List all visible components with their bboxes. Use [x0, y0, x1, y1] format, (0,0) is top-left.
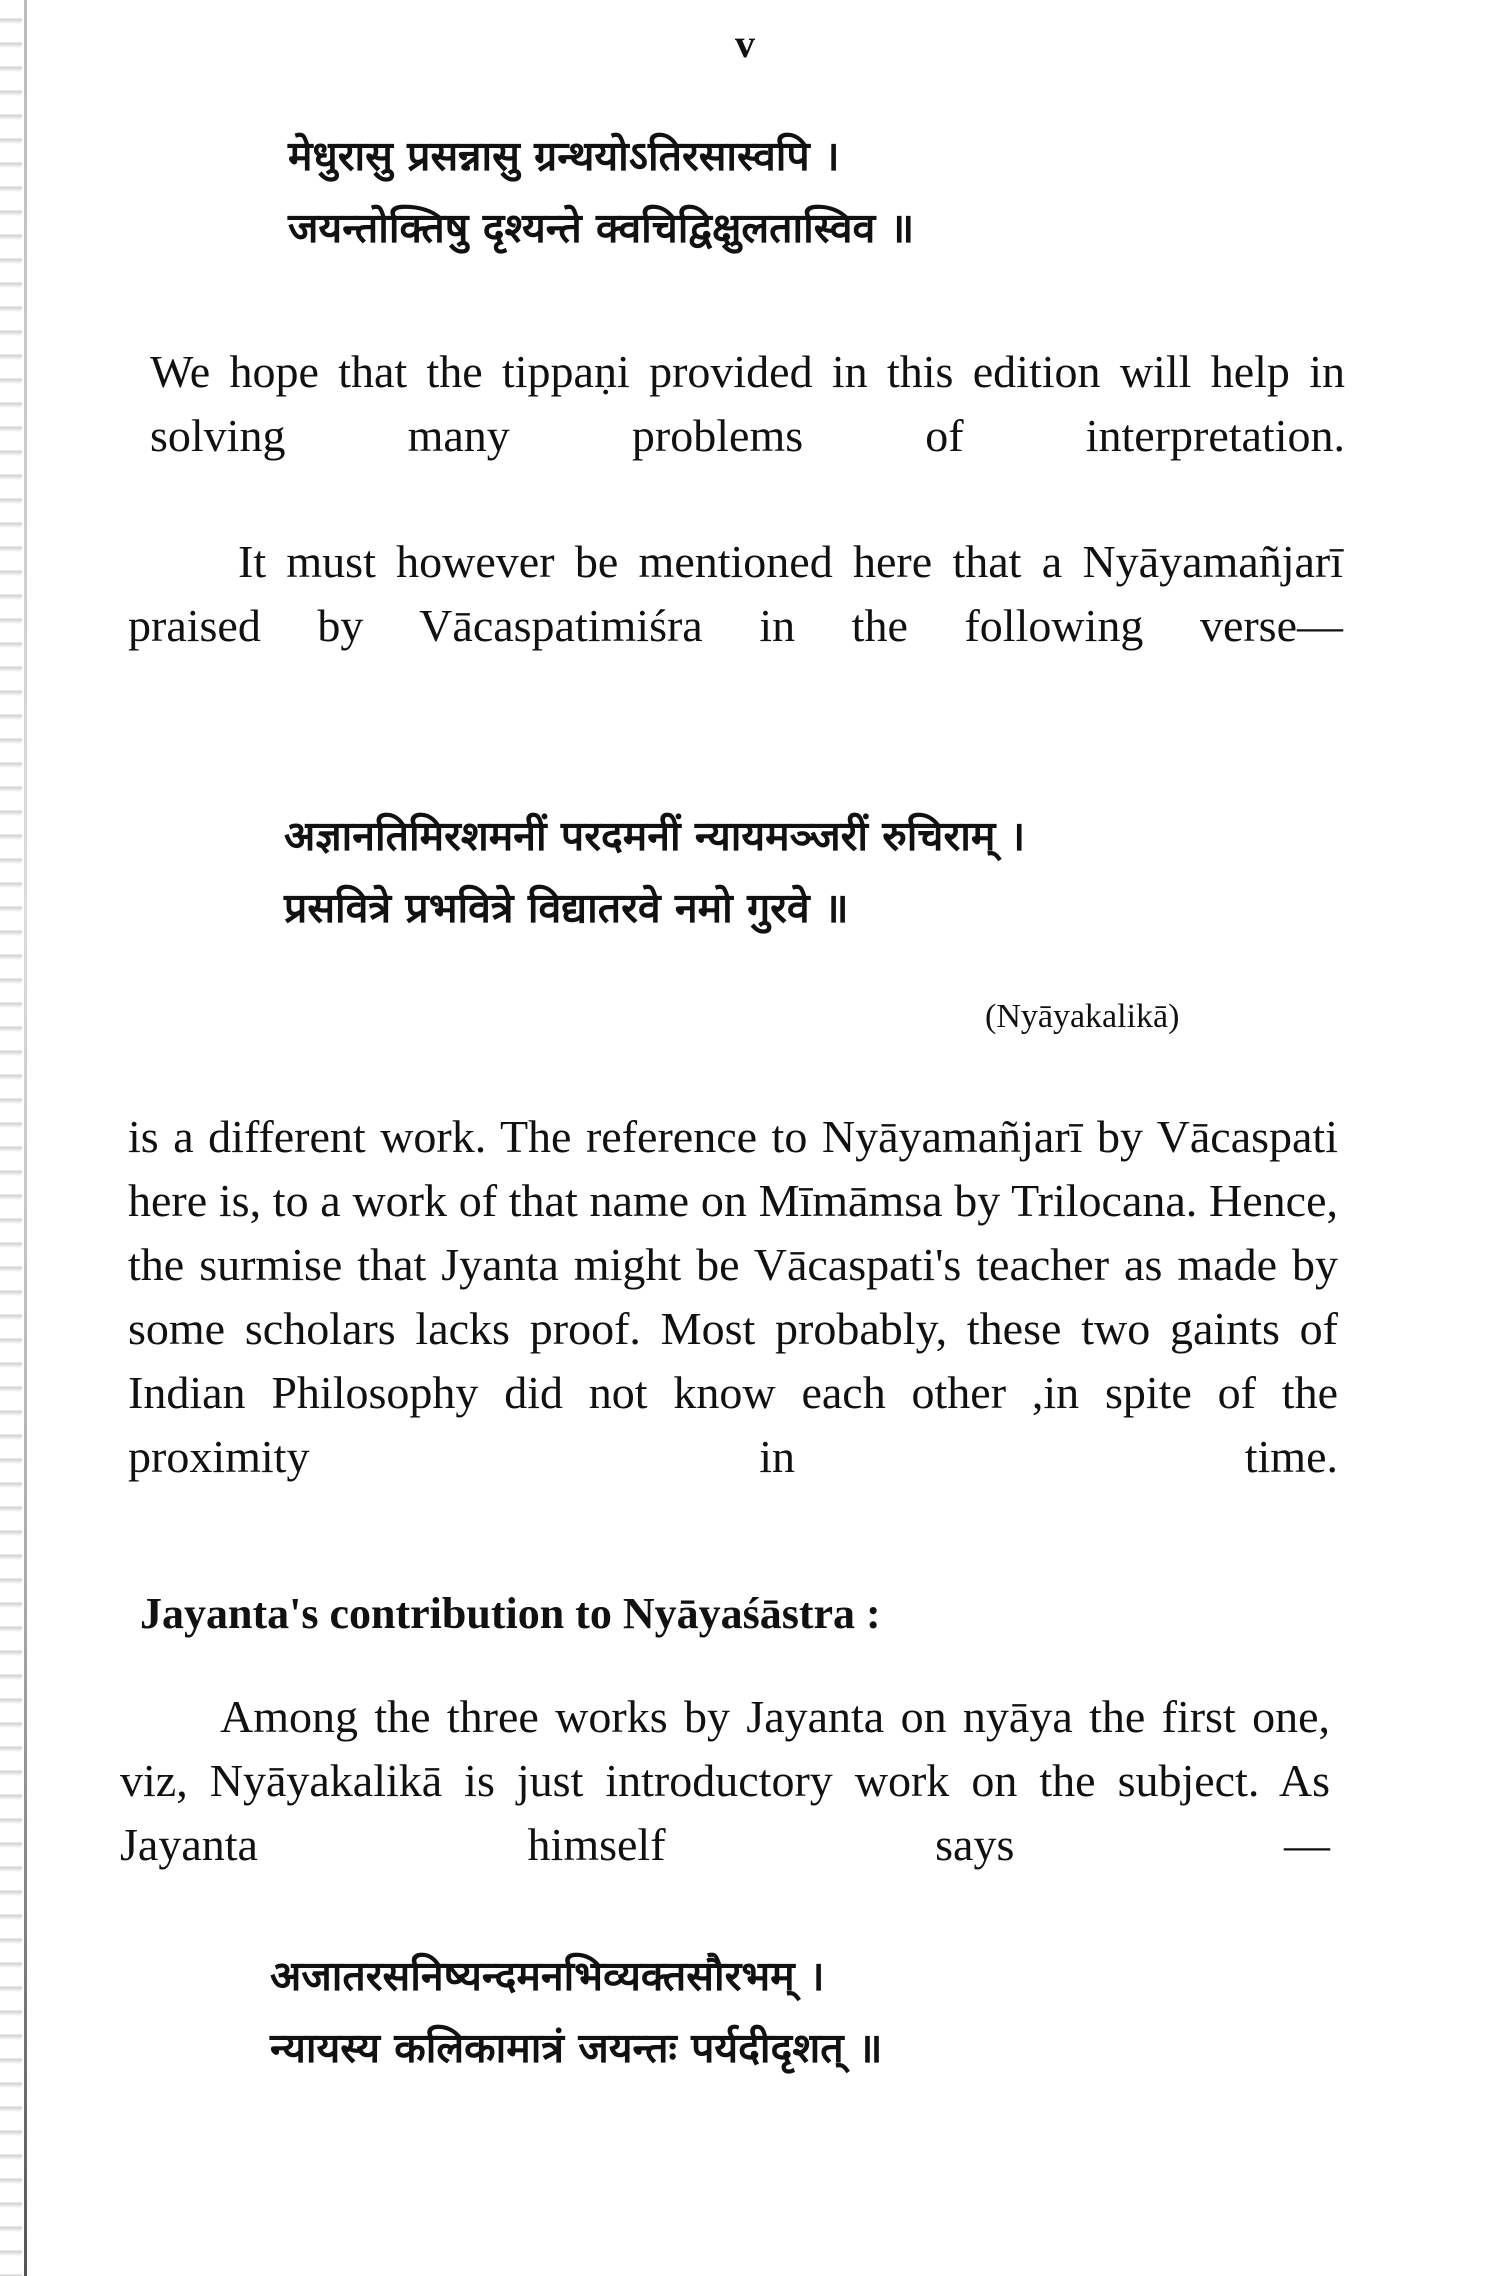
- verse-3-line-2: न्यायस्य कलिकामात्रं जयन्तः पर्यदीदृशत् ॥: [270, 2024, 883, 2072]
- paragraph-nyayamanjari-praise: It must however be mentioned here that a Nyāyamañjarī praised by Vācaspatimiśra in the following verse—: [128, 536, 1343, 651]
- sanskrit-verse-3: [270, 1940, 882, 2084]
- page-gutter-shadow: [24, 0, 27, 2276]
- section-heading: Jayanta's contribution to Nyāyaśāstra :: [140, 1589, 881, 1638]
- sanskrit-verse-1: [288, 120, 914, 264]
- paragraph-nyayakalika: Among the three works by Jayanta on nyāya the first one, viz, Nyāyakalikā is just introductory work on the subject. As Jayanta himself says —: [120, 1691, 1330, 1870]
- verse-1-line-2: जयन्तोक्तिषु दृश्यन्ते क्वचिद्विक्षुलतास्विव ॥: [288, 204, 915, 252]
- verse-2-source: (Nyāyakalikā): [985, 998, 1180, 1035]
- sanskrit-verse-2: [284, 800, 1025, 944]
- verse-2-line-2: प्रसवित्रे प्रभवित्रे विद्यातरवे नमो गुरवे ॥: [284, 884, 849, 932]
- book-binding-edge: [0, 0, 22, 2276]
- verse-1-line-1: मेधुरासु प्रसन्नासु ग्रन्थयोऽतिरसास्वपि ।: [288, 132, 840, 180]
- verse-2-line-1: अज्ञानतिमिरशमनीं परदमनीं न्यायमञ्जरीं रुचिराम् ।: [284, 812, 1026, 860]
- verse-3-line-1: अजातरसनिष्यन्दमनभिव्यक्तसौरभम् ।: [270, 1952, 825, 2000]
- page-number: v: [735, 21, 755, 66]
- paragraph-tippani: We hope that the tippaṇi provided in this edition will help in solving many problems of interpretation.: [150, 346, 1345, 461]
- paragraph-different-work: is a different work. The reference to Nyāyamañjarī by Vācaspati here is, to a work of that name on Mīmāmsa by Trilocana. Hence, the surmise that Jyanta might be Vācaspati's teacher as made by some scholars lacks proof. Most probably, these two gaints of Indian Philosophy did not know each other ,in spite of the proximity in time.: [128, 1111, 1338, 1482]
